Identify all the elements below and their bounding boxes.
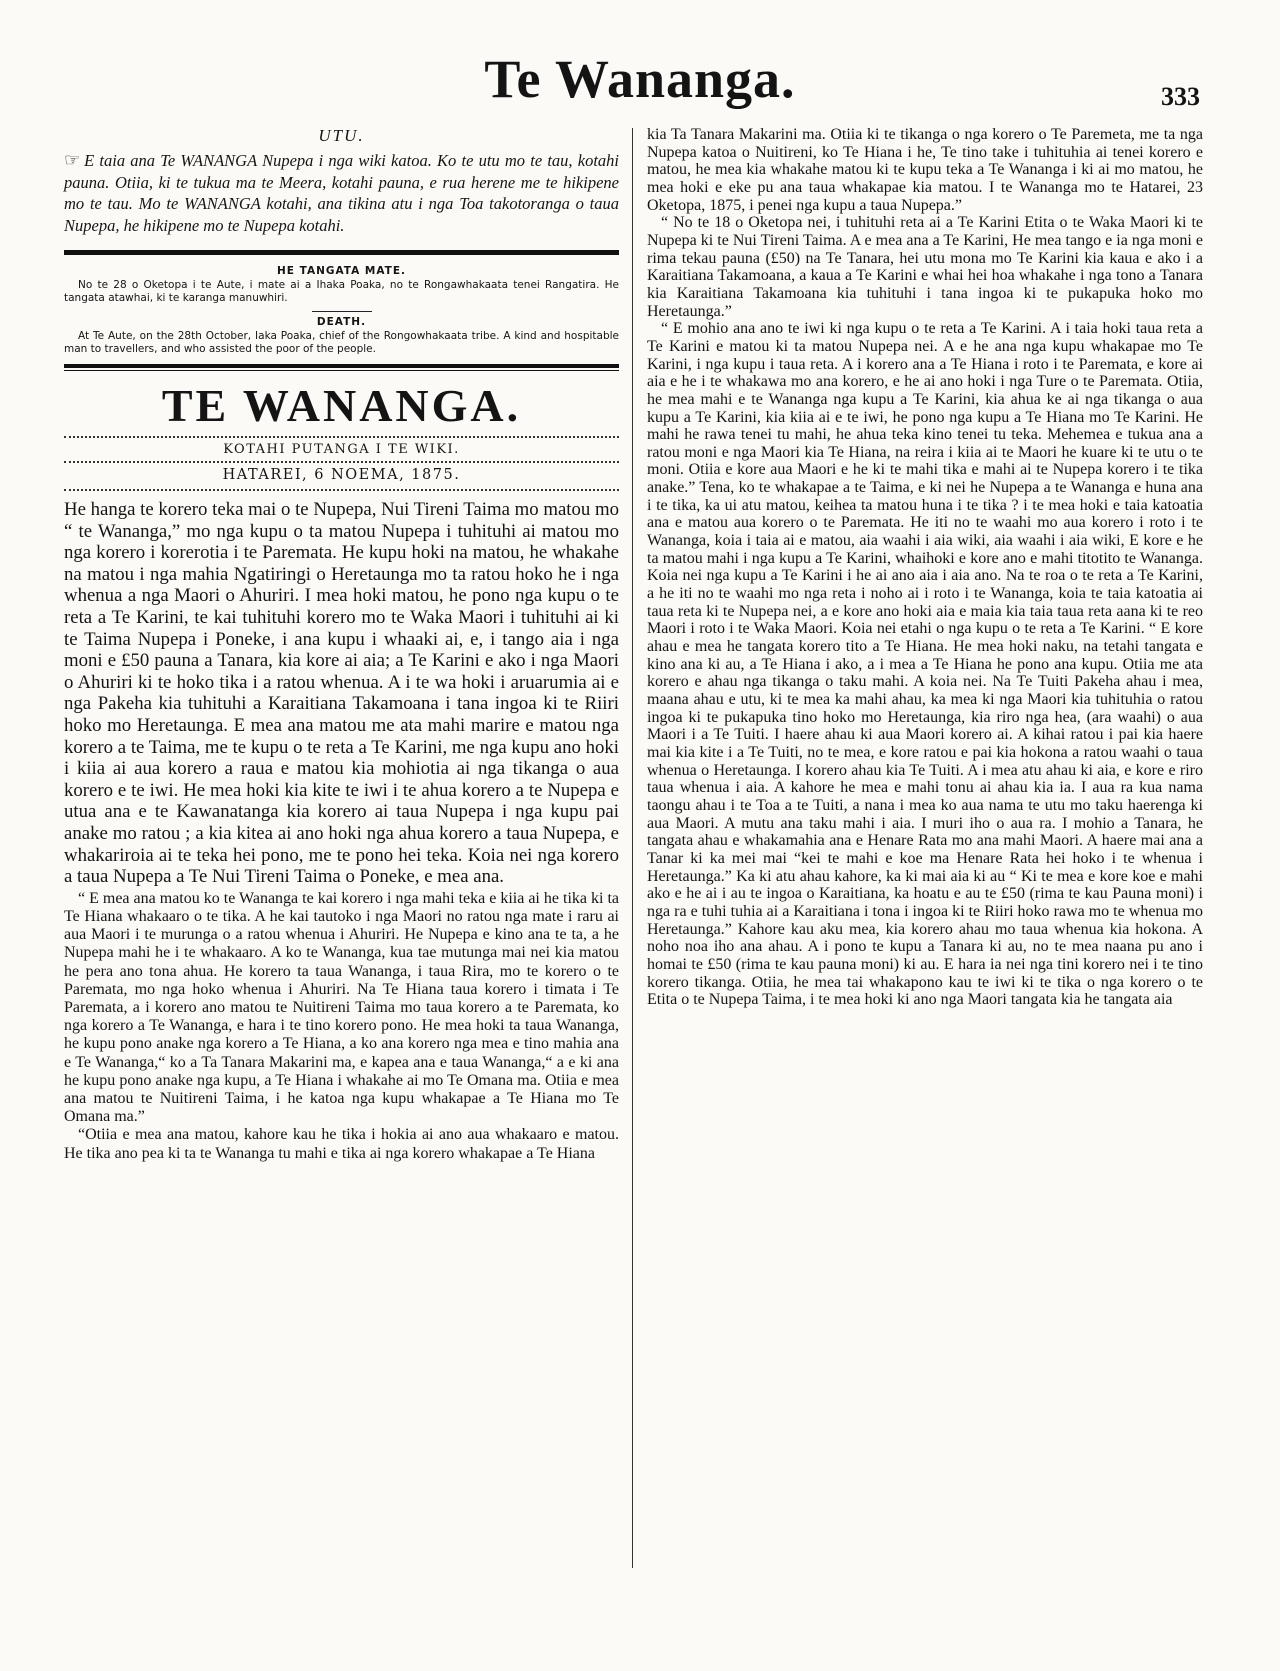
death-heading: DEATH. [316,316,367,328]
paper-title: TE WANANGA. [161,380,522,431]
article-paragraph: “ E mohio ana ano te iwi ki nga kupu o te reta a Te Karini. A i taia hoki taua reta a Te Karini e matou ki ta matou Nupepa nei. A e he ana nga kupu whakapae mo Te Karini, i nga kupu i taua reta. A i korero ana a Te Hiana i roto i te Paremata, e kore ai aia e he i te whakawa mo ana korero, e he ai ano hoki i nga Ture o te Paremata. Otiia, he mea mahi e te Wananga nga kupu a Te Karini, kia ahua ke ai nga tikanga o aua kupu a Te Karini, kia kiia ai e te iwi, he pono nga kupu a Te Hiana mo Te Karini. He mahi he rawa tenei tu mahi, he ahua teka kino tenei tu teka. Mehemea e tukua ana a ratou moni e nga Maori kia Te Hiana, na reira i kiia ai te Maori he kuare ki te utu o te moni. Otiia e kore aua Maori e he ki te mahi tika e mahi ai te Nupepa korero i te tika anake.” Tena, ko te whakapae a te Taima, e ki nei he Nupepa a te Wananga e huna ana i te tika, ka ui atu matou, keihea ta matou huna i te tika ? i te mea hoki e taia katoatia ana e matou aua korero o te Paremata. He iti no te waahi mo aua korero i roto i te Wananga, koia i taia ai e matou, aia waahi i aia wiki, aia waahi i aia wiki, E kore e he ta matou mahi i nga kupu a Te Karini, whaihoki e kore ano e mahi titotito te Wananga. Koia nei nga kupu a Te Karini i he ai ano aia i aia ano. Na te roa o te reta a Te Karini, a he iti no te waahi mo nga reta i noho ai i roto i te Wananga, koia te taia katoatia ai taua reta ki te Nupepa nei, a e kore ano hoki aia e maia kia taia taua reta aana ki te reo Maori i roto i te Waka Maori. Koia nei etahi o nga kupu o te reta a Te Karini. “ E kore ahau e mea he tangata korero tito a Te Hiana. He mea hoki naku, na tetahi tangata e kino ana ki au, a Te Hiana i ako, a i mea a Te Hiana he pono ana kupu. Otiia me ata korero e ahau nga tikanga o taku mahi. A koia nei. Na Te Tuiti Pakeha ahau i mea, maana ahau e utu, ki te mea ka mahi ahau, ka mea ki nga Maori kia tuhituhia o ratou ingoa ki te pukapuka tino hoko mo Heretaunga, kia riro nga hea, (ara waahi) o aua Maori i a Te Tuiti. I haere ahau ki aua Maori korero ai. A kihai ratou i pai kia haere mai kia kite i a Te Tuiti, no te mea, e kore ratou e pai kia hokona a ratou waahi o taua whenua o Heretaunga. I korero ahau kia Te Tuiti. A i mea atu ahau ki aia, e kore e riro taua whenua i aia. A kahore he mea e mahi tonu ai ahau kia ia. I aua ra kua nama taongu ahau i te Toa a te Tuiti, a nana i mea ko aua nama te utu mo taku haerenga ki aua Maori. A mutu ana taku mahi i aia. I muri iho o aua ra. I mohio a Tanara, he tangata ahau e whakamahia ana e Henare Rata mo ana mahi Maori. A haere mai ana a Tanar ki ka mei mai “kei te mahi e koe ma Henare Rata hei hoko i te whenua i Heretaunga.” Ka ki atu ahau kahore, ka ki mai aia ki au “ Ki te mea e kore koe e mahi ako e he ai i au te ingoa o Karaitiana, ka hoatu e au te £50 (rima te kau Pauna moni) i nga ra e tuhi tuhia ai a Karaitiana i tona i ingoa ki te Riiri hoko rawa mo te whenua mo Heretaunga.” Kahore kau aku mea, kia korero ahau mo taua whenua kia hokona. A noho noa iho ana ahau. A i pono te kupu a Tanara ki au, no te mea naana pu ano i homai te £50 (rima te kau pauna moni) ki au. E hara ia nei nga tini korero nei i te tino korero tikanga. Otiia, he mea tai whakapono kau te iwi ki te tika o nga korero o te Etita o te Nupepa Taima, i te mea hoki ki ano nga Maori tangata kia he tangata aia [647,320,1203,1009]
pointing-hand-icon: ☞ [64,150,81,170]
quote-paragraph: “ E mea ana matou ko te Wananga te kai korero i nga mahi teka e kiia ai he tika ki ta Te Hiana whakaaro o te tika. A he kai tautoko i nga Maori no ratou nga mate i raru ai aua Maori i te murunga o a ratou whenua i Ahuriri. He Nupepa e kino ana te ta, a he Nupepa mahi he i te whakaaro. A ko te Wananga, kua tae mutunga mai nei kia matou he pera ano tona ahua. He korero ta taua Wananga, i taua Rira, mo te korero o te Paremata, mo nga hoko whenua i Ahuriri. Na Te Hiana taua korero i timata i Te Paremata, a i korero ano matou te Nuitireni Taima mo taua korero a te Paremata, ko nga korero a Te Wananga, e hara i te tino korero pono. He mea hoki ta taua Wananga, he kupu pono anake nga korero a Te Hiana, a ko ana korero nga mea e tino mahia ana e Te Wananga,“ ko a Ta Tanara Makarini ma, e kapea ana e taua Wananga,“ a e ki ana he kupu pono anake nga kupu, a Te Hiana i whakahe ai mo Te Omana ma. Otiia e mea ana matou te Nuitireni Taima, i he katoa nga kupu whakapae a Te Hiana mo Te Omana ma.” [64,889,619,1126]
article-paragraph: “ No te 18 o Oketopa nei, i tuhituhi reta ai a Te Karini Etita o te Waka Maori ki te Nupepa ki te Nui Tireni Taima. A e mea ana a Te Karini, He mea tango e ia nga moni e rima tekau pauna (£50) na Te Tanara, hei utu mona mo Te Karini kia kaua e ako i a Karaitiana Takamoana, a kaua a Te Karini e whai hei hoa whakahe i nga tono a Tanara kia Karaitiana Takamoana kia tuhituhi i tana ingoa ki te pukapuka hoko mo Heretaunga.” [647,214,1203,320]
quote-paragraph: “Otiia e mea ana matou, kahore kau he tika i hokia ai ano aua whakaaro e matou. He tika ano pea ki ta te Wananga tu mahi e tika ai nga korero whakapae a Te Hiana [64,1126,619,1162]
column-divider [632,128,633,1568]
quoted-article [64,890,619,1163]
issue-date: HATAREI, 6 NOEMA, 1875. [222,467,461,483]
article-paragraph: kia Ta Tanara Makarini ma. Otiia ki te tikanga o nga korero o Te Paremeta, me ta nga Nupepa katoa o Nuitireni, ko Te Hiana i he, Te tino take i tuhituhia ai tenei korero e matou, he mea kia whakahe matou ki te kupu teka a Te Wananga i ki ai mo matou, he mea hoki e eke pu ana taua whakapae kia matou. I te Wananga mo te Hatarei, 23 Oketopa, 1875, i penei nga kupu a taua Nupepa.” [647,126,1203,214]
rule-dotted [64,489,619,491]
mate-heading: HE TANGATA MATE. [276,265,407,277]
rule-dotted [64,436,619,438]
rule-thick [64,250,619,255]
death-body: At Te Aute, on the 28th October, Iaka Poaka, chief of the Rongowhakaata tribe. A kind and hospitable man to travellers, and who assisted the poor of the people. [64,330,619,355]
utu-title: UTU. [318,126,365,145]
lead-article: He hanga te korero teka mai o te Nupepa, Nui Tireni Taima mo matou mo “ te Wananga,” mo nga kupu o ta matou Nupepa i tuhituhi ai matou mo nga korero i korerotia i te Paremata. He kupu hoki na matou, he whakahe na matou i nga mahia Ngatiringi o Heretaunga mo ta ratou hoko he i nga whenua a nga Maori o Ahuriri. I mea hoki matou, he pono nga kupu o te reta a Te Karini, te kai tuhituhi korero mo te Waka Maori i tuhituhi ai ki te Taima Nupepa i Poneke, i ana kupu i whaaki ai, e, i tango aia i nga moni e £50 pauna a Tanara, kia kore ai aia; a Te Karini e ako i nga Maori o Ahuriri ki te hoko tika i a ratou whenua. A i te wa hoki i aruarumia ai e nga Pakeha kia tuhituhi a Karaitiana Takamoana i tana ingoa ki te Riiri hoko mo Heretaunga. E mea ana matou me ata mahi marire e matou nga korero a te Taima, me te kupu o te reta a Te Karini, me nga kupu ano hoki i kiia ai aua korero a raua e matou kia mohiotia ai nga tikanga o aua korero e te iwi. He mea hoki kia kite te iwi i te ahua korero a te Nupepa e utua ana e te Kawanatanga kia korero ai taua Nupepa i nga kupu pai anake mo ratou ; a kia kitea ai ano hoki nga ahua korero a taua Nupepa, e whakariroia ai te teka hei pono, me te pono hei teka. Koia nei nga korero a taua Nupepa a Te Nui Tireni Taima o Poneke, e mea ana. [64,499,619,888]
rule-double [64,364,619,371]
rule-dotted [64,461,619,463]
page-number: 333 [1161,82,1200,111]
masthead: Te Wananga. [484,49,796,109]
rule-short [312,311,372,312]
right-column [647,126,1203,1009]
utu-notice [64,150,619,236]
utu-body: E taia ana Te WANANGA Nupepa i nga wiki katoa. Ko te utu mo te tau, kotahi pauna. Otiia, ki te tukua ma te Meera, kotahi pauna, e rua herene me te hikipene mo te tau. Mo te WANANGA kotahi, ana tikina atu i nga Toa takotoranga o taua Nupepa, he hikipene mo te Nupepa kotahi. [64,151,619,235]
mate-body: No te 28 o Oketopa i te Aute, i mate ai a Ihaka Poaka, no te Rongawhakaata tenei Rangatira. He tangata atawhai, ki te karanga manuwhiri. [64,279,619,304]
left-column [64,126,619,1163]
paper-subtitle: KOTAHI PUTANGA I TE WIKI. [223,442,460,457]
